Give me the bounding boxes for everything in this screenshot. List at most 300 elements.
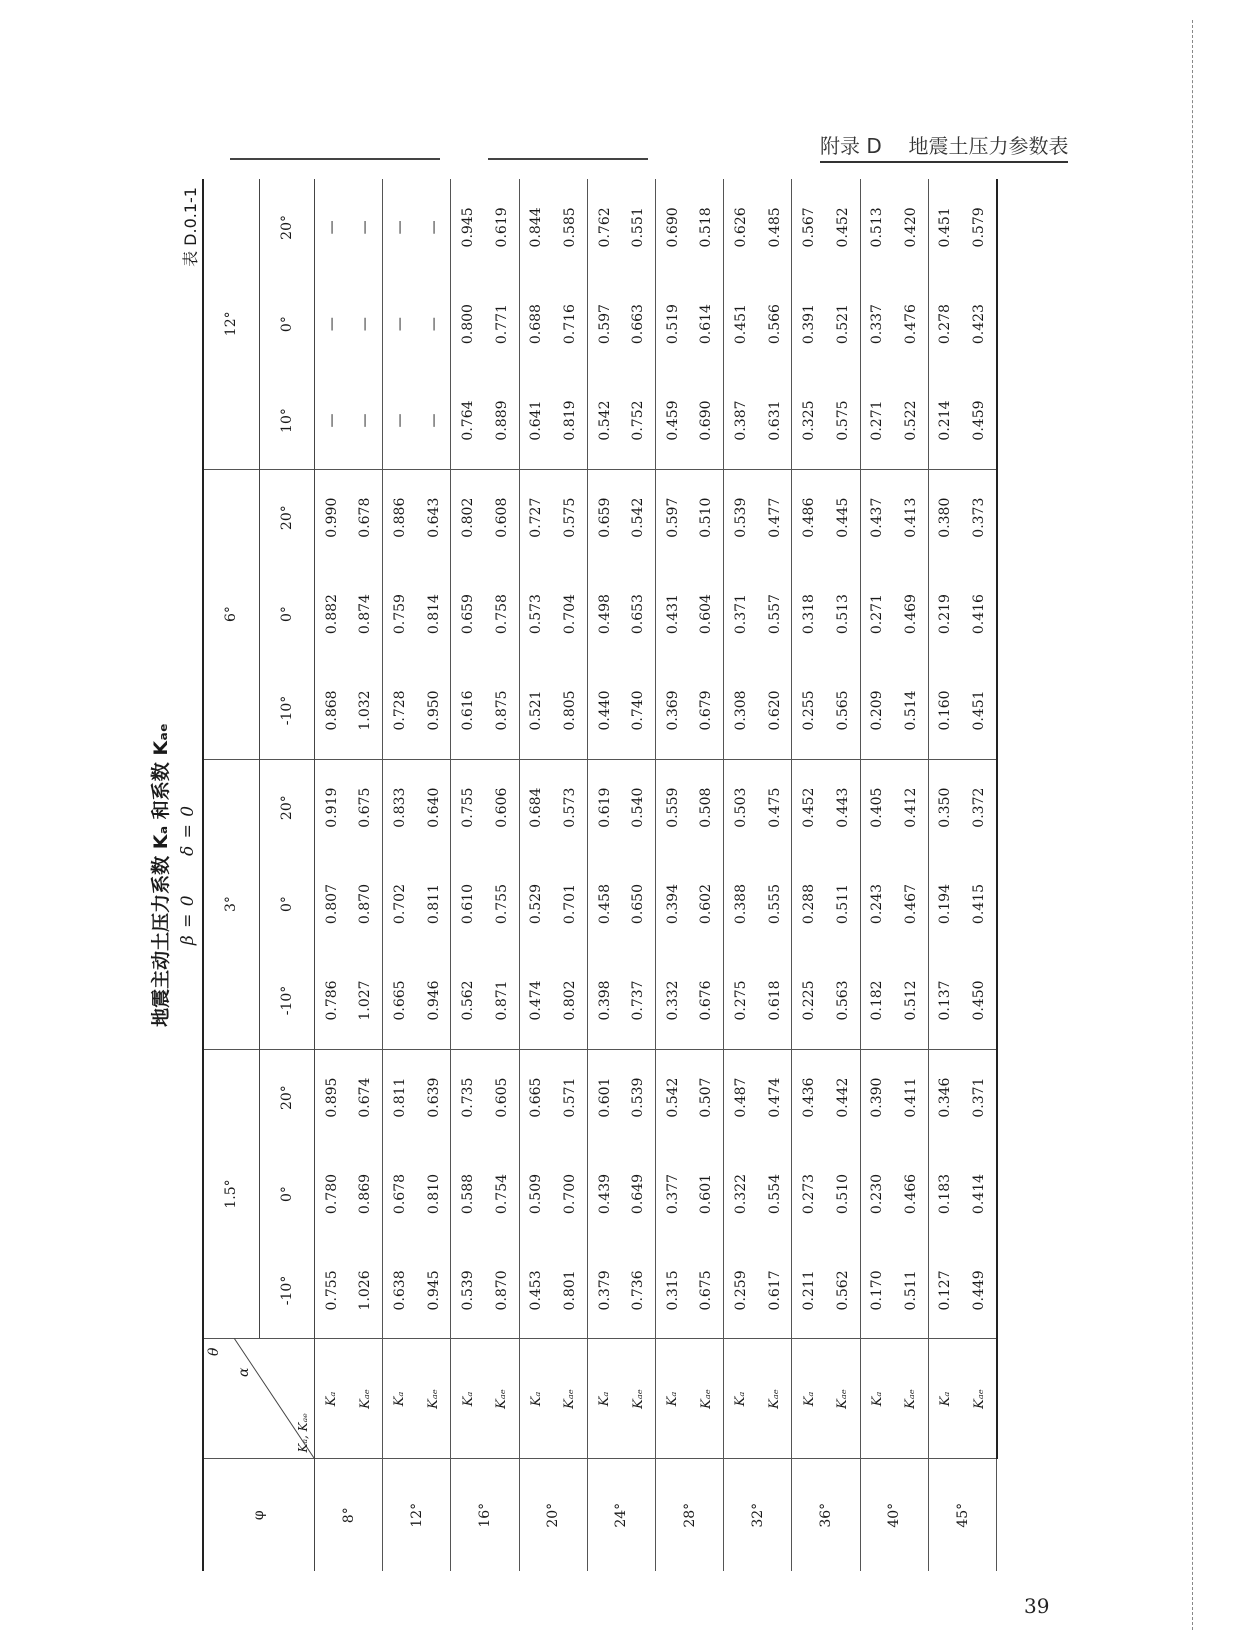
value-cell: 0.372 (962, 759, 997, 856)
value-cell: 0.802 (460, 497, 477, 538)
value-cell: 0.453 (519, 1242, 553, 1339)
value-cell: 0.439 (596, 1173, 613, 1215)
value-cell: 0.371 (962, 1049, 997, 1146)
value-cell: 0.690 (664, 207, 681, 248)
value-cell: 0.557 (758, 566, 792, 663)
value-cell: — (323, 220, 340, 235)
value-cell: 0.214 (928, 372, 962, 469)
value-cell: 0.394 (664, 884, 681, 925)
phi-cell: 8° (315, 1459, 383, 1571)
value-cell: 0.509 (528, 1173, 545, 1215)
table-row (860, 179, 894, 1571)
coefficient-label: Kₐₑ (621, 1339, 655, 1459)
value-cell: — (417, 276, 451, 373)
table-row (621, 179, 655, 1571)
value-cell: 0.170 (860, 1242, 894, 1339)
value-cell: 0.503 (732, 787, 749, 828)
value-cell: 0.871 (485, 952, 519, 1049)
table-row (655, 179, 689, 1571)
alpha-header: 0° (259, 276, 314, 373)
value-cell: — (417, 372, 451, 469)
alpha-header: -10° (259, 952, 314, 1049)
value-cell: — (349, 179, 383, 276)
value-cell: 0.755 (460, 787, 477, 828)
value-cell: 0.810 (417, 1146, 451, 1243)
value-cell: 0.420 (894, 179, 928, 276)
phi-cell: 40° (860, 1459, 928, 1571)
value-cell: 0.377 (664, 1173, 681, 1215)
value-cell: 0.562 (451, 952, 485, 1049)
value-cell: 0.626 (732, 207, 749, 248)
value-cell: 0.638 (383, 1242, 417, 1339)
value-cell: 0.380 (937, 497, 954, 538)
value-cell: 0.819 (553, 372, 587, 469)
value-cell: 0.278 (937, 304, 954, 345)
value-cell: 0.412 (894, 759, 928, 856)
value-cell: 0.510 (826, 1146, 860, 1243)
phi-cell: 36° (792, 1459, 860, 1571)
value-cell: 0.619 (485, 179, 519, 276)
coefficient-label: Kₐₑ (758, 1339, 792, 1459)
table-row (962, 179, 997, 1571)
value-cell: 0.676 (690, 952, 724, 1049)
value-cell: 0.540 (621, 759, 655, 856)
value-cell: — (323, 317, 340, 332)
section-title: 地震土压力参数表 (908, 134, 1069, 158)
value-cell: 0.485 (758, 179, 792, 276)
value-cell: 0.469 (894, 566, 928, 663)
value-cell: 0.601 (690, 1146, 724, 1243)
phi-cell: 20° (519, 1459, 587, 1571)
value-cell: 0.475 (758, 759, 792, 856)
value-cell: 0.271 (860, 372, 894, 469)
coefficient-label: Kₐ (383, 1339, 417, 1459)
value-cell: 0.437 (869, 497, 886, 538)
theta-header: 12° (203, 179, 259, 469)
value-cell: 0.450 (962, 952, 997, 1049)
alpha-header: 20° (259, 179, 314, 276)
page-edge-rule (1192, 20, 1193, 1630)
subtitle-beta: β = 0 (178, 894, 198, 946)
value-cell: 0.521 (826, 276, 860, 373)
value-cell: 0.649 (621, 1146, 655, 1243)
table-row (758, 179, 792, 1571)
value-cell: 0.679 (690, 662, 724, 759)
value-cell: 0.415 (962, 856, 997, 953)
table-row (349, 179, 383, 1571)
value-cell: 0.704 (553, 566, 587, 663)
value-cell: 0.511 (894, 1242, 928, 1339)
corner-theta-label: θ (206, 1347, 222, 1356)
value-cell: 0.477 (758, 469, 792, 566)
value-cell: 0.946 (417, 952, 451, 1049)
value-cell: 0.786 (315, 952, 349, 1049)
value-cell: 0.211 (792, 1242, 826, 1339)
value-cell: 0.554 (758, 1146, 792, 1243)
value-cell: 0.653 (621, 566, 655, 663)
value-cell: 0.512 (894, 952, 928, 1049)
value-cell: 0.605 (485, 1049, 519, 1146)
value-cell: 0.585 (553, 179, 587, 276)
value-cell: 0.325 (792, 372, 826, 469)
value-cell: 0.674 (349, 1049, 383, 1146)
table-row (928, 179, 962, 1571)
value-cell: 0.573 (528, 594, 545, 635)
value-cell: 0.487 (732, 1077, 749, 1118)
value-cell: 0.127 (928, 1242, 962, 1339)
value-cell: 0.641 (519, 372, 553, 469)
value-cell: 0.452 (801, 787, 818, 828)
value-cell: 0.771 (485, 276, 519, 373)
value-cell: 0.510 (690, 469, 724, 566)
rotated-table-panel (130, 175, 1030, 1575)
value-cell: 0.736 (621, 1242, 655, 1339)
value-cell: 0.573 (553, 759, 587, 856)
value-cell: 0.413 (894, 469, 928, 566)
value-cell: 0.875 (485, 662, 519, 759)
value-cell: 0.443 (826, 759, 860, 856)
value-cell: 0.620 (758, 662, 792, 759)
header-rule-right (488, 158, 648, 160)
value-cell: 0.243 (869, 884, 886, 925)
value-cell: 0.451 (962, 662, 997, 759)
value-cell: 0.606 (485, 759, 519, 856)
value-cell: 0.511 (826, 856, 860, 953)
value-cell: 0.740 (621, 662, 655, 759)
value-cell: 0.728 (383, 662, 417, 759)
corner-k-label: Kₐ, Kₐₑ (296, 1413, 310, 1453)
value-cell: 0.259 (724, 1242, 758, 1339)
value-cell: 0.225 (792, 952, 826, 1049)
value-cell: 0.618 (758, 952, 792, 1049)
alpha-header: 20° (259, 759, 314, 856)
coefficient-label: Kₐₑ (417, 1339, 451, 1459)
value-cell: 0.308 (724, 662, 758, 759)
value-cell: 0.555 (758, 856, 792, 953)
value-cell: 0.562 (826, 1242, 860, 1339)
value-cell: 0.801 (553, 1242, 587, 1339)
value-cell: 0.597 (596, 304, 613, 345)
value-cell: 0.678 (391, 1173, 408, 1215)
value-cell: 0.513 (826, 566, 860, 663)
value-cell: 0.332 (655, 952, 689, 1049)
value-cell: 0.521 (519, 662, 553, 759)
value-cell: 0.539 (732, 497, 749, 538)
value-cell: 0.755 (485, 856, 519, 953)
alpha-header: -10° (259, 1242, 314, 1339)
value-cell: 0.701 (553, 856, 587, 953)
value-cell: 0.230 (869, 1173, 886, 1215)
value-cell: 0.476 (894, 276, 928, 373)
value-cell: 0.762 (596, 207, 613, 248)
alpha-header: 10° (259, 372, 314, 469)
value-cell: 0.631 (758, 372, 792, 469)
value-cell: 0.371 (732, 594, 749, 635)
value-cell: 0.459 (655, 372, 689, 469)
table-row (485, 179, 519, 1571)
value-cell: 0.752 (621, 372, 655, 469)
phi-cell: 28° (655, 1459, 723, 1571)
value-cell: 0.440 (587, 662, 621, 759)
value-cell: 1.027 (349, 952, 383, 1049)
value-cell: 0.716 (553, 276, 587, 373)
value-cell: 0.542 (664, 1077, 681, 1118)
alpha-header: 0° (259, 566, 314, 663)
coefficient-label: Kₐ (655, 1339, 689, 1459)
value-cell: 0.844 (528, 207, 545, 248)
phi-cell: 45° (928, 1459, 997, 1571)
value-cell: 0.442 (826, 1049, 860, 1146)
coefficient-label: Kₐₑ (485, 1339, 519, 1459)
value-cell: 0.870 (485, 1242, 519, 1339)
value-cell: 0.416 (962, 566, 997, 663)
coefficient-label: Kₐ (451, 1339, 485, 1459)
page-number: 39 (1024, 1594, 1050, 1618)
table-body (315, 179, 997, 1571)
value-cell: 0.539 (451, 1242, 485, 1339)
value-cell: 0.663 (621, 276, 655, 373)
value-cell: 0.390 (869, 1077, 886, 1118)
table-row (690, 179, 724, 1571)
coefficient-label: Kₐ (860, 1339, 894, 1459)
value-cell: 0.675 (349, 759, 383, 856)
value-cell: 0.436 (801, 1077, 818, 1118)
value-cell: 0.601 (596, 1077, 613, 1118)
coefficient-label: Kₐₑ (826, 1339, 860, 1459)
value-cell: 0.559 (664, 787, 681, 828)
alpha-header: 20° (259, 469, 314, 566)
coefficient-label: Kₐ (519, 1339, 553, 1459)
value-cell: 0.405 (869, 787, 886, 828)
value-cell: 0.882 (323, 594, 340, 635)
value-cell: 0.522 (894, 372, 928, 469)
value-cell: 0.869 (349, 1146, 383, 1243)
value-cell: 0.414 (962, 1146, 997, 1243)
appendix-label: 附录 D (820, 134, 882, 158)
table-row (417, 179, 451, 1571)
table-row (383, 179, 417, 1571)
value-cell: 0.273 (801, 1173, 818, 1215)
value-cell: 0.379 (587, 1242, 621, 1339)
value-cell: 0.209 (860, 662, 894, 759)
coefficient-label: Kₐ (928, 1339, 962, 1459)
value-cell: 0.807 (323, 884, 340, 925)
value-cell: 0.337 (869, 304, 886, 345)
value-cell: 0.811 (417, 856, 451, 953)
value-cell: 0.507 (690, 1049, 724, 1146)
value-cell: 0.373 (962, 469, 997, 566)
value-cell: — (391, 220, 408, 235)
value-cell: 0.608 (485, 469, 519, 566)
value-cell: 0.445 (826, 469, 860, 566)
value-cell: 0.945 (417, 1242, 451, 1339)
value-cell: 0.579 (962, 179, 997, 276)
theta-header: 6° (203, 469, 259, 759)
value-cell: 0.640 (417, 759, 451, 856)
phi-cell: 24° (587, 1459, 655, 1571)
value-cell: 0.542 (587, 372, 621, 469)
value-cell: 0.182 (860, 952, 894, 1049)
value-cell: 0.518 (690, 179, 724, 276)
value-cell: 0.451 (732, 304, 749, 345)
value-cell: 0.675 (690, 1242, 724, 1339)
value-cell: 0.764 (451, 372, 485, 469)
value-cell: 0.616 (451, 662, 485, 759)
value-cell: 0.814 (417, 566, 451, 663)
value-cell: 1.026 (349, 1242, 383, 1339)
value-cell: 0.690 (690, 372, 724, 469)
table-row (792, 179, 826, 1571)
alpha-header: 20° (259, 1049, 314, 1146)
value-cell: 0.566 (758, 276, 792, 373)
coefficient-label: Kₐₑ (894, 1339, 928, 1459)
value-cell: 0.474 (758, 1049, 792, 1146)
value-cell: 0.160 (928, 662, 962, 759)
value-cell: 0.423 (962, 276, 997, 373)
value-cell: 0.529 (528, 884, 545, 925)
value-cell: 0.322 (732, 1173, 749, 1215)
value-cell: 0.514 (894, 662, 928, 759)
value-cell: 0.665 (383, 952, 417, 1049)
table-subtitle (178, 175, 198, 1575)
value-cell: 0.758 (485, 566, 519, 663)
value-cell: 0.571 (553, 1049, 587, 1146)
value-cell: 0.665 (528, 1077, 545, 1118)
coefficient-label: Kₐ (792, 1339, 826, 1459)
value-cell: 0.650 (621, 856, 655, 953)
value-cell: 0.800 (460, 304, 477, 345)
coefficient-label: Kₐₑ (349, 1339, 383, 1459)
value-cell: 0.802 (553, 952, 587, 1049)
theta-header: 3° (203, 759, 259, 1049)
page-header (820, 130, 1068, 163)
value-cell: 0.755 (315, 1242, 349, 1339)
value-cell: 0.219 (937, 594, 954, 635)
value-cell: 0.735 (460, 1077, 477, 1118)
theta-header: 1.5° (203, 1049, 259, 1339)
value-cell: 0.870 (349, 856, 383, 953)
value-cell: 0.474 (519, 952, 553, 1049)
value-cell: 0.575 (826, 372, 860, 469)
value-cell: 0.780 (323, 1173, 340, 1215)
value-cell: 0.602 (690, 856, 724, 953)
table-number: 表 D.0.1-1 (181, 187, 200, 267)
value-cell: 0.886 (391, 497, 408, 538)
table-row (315, 179, 349, 1571)
value-cell: 0.271 (869, 594, 886, 635)
coefficient-label: Kₐₑ (690, 1339, 724, 1459)
value-cell: 0.275 (724, 952, 758, 1049)
alpha-header: 0° (259, 856, 314, 953)
value-cell: 0.137 (928, 952, 962, 1049)
value-cell: 0.551 (621, 179, 655, 276)
value-cell: 0.451 (937, 207, 954, 248)
value-cell: 0.754 (485, 1146, 519, 1243)
table-row (587, 179, 621, 1571)
value-cell: 0.759 (391, 594, 408, 635)
value-cell: 0.688 (528, 304, 545, 345)
value-cell: 0.315 (655, 1242, 689, 1339)
value-cell: 0.950 (417, 662, 451, 759)
table-title: 地震主动土压力系数 Kₐ 和系数 Kₐₑ (150, 723, 172, 1027)
value-cell: 0.889 (485, 372, 519, 469)
value-cell: 0.391 (801, 304, 818, 345)
value-cell: — (349, 372, 383, 469)
value-cell: 0.431 (664, 594, 681, 635)
value-cell: 0.255 (792, 662, 826, 759)
value-cell: 0.659 (460, 594, 477, 635)
alpha-header: 0° (259, 1146, 314, 1243)
value-cell: 0.588 (460, 1173, 477, 1215)
value-cell: 0.565 (826, 662, 860, 759)
value-cell: 0.737 (621, 952, 655, 1049)
value-cell: 0.508 (690, 759, 724, 856)
value-cell: 0.369 (655, 662, 689, 759)
coefficient-label: Kₐₑ (962, 1339, 997, 1459)
table-row (724, 179, 758, 1571)
value-cell: 0.639 (417, 1049, 451, 1146)
value-cell: 0.452 (826, 179, 860, 276)
phi-header: φ (203, 1459, 315, 1571)
value-cell: — (315, 372, 349, 469)
value-cell: 0.388 (732, 884, 749, 925)
value-cell: 0.617 (758, 1242, 792, 1339)
value-cell: 0.411 (894, 1049, 928, 1146)
value-cell: 0.398 (587, 952, 621, 1049)
value-cell: 0.346 (937, 1077, 954, 1118)
table-row (451, 179, 485, 1571)
value-cell: 0.449 (962, 1242, 997, 1339)
value-cell: 0.350 (937, 787, 954, 828)
value-cell: 0.833 (391, 787, 408, 828)
value-cell: 0.563 (826, 952, 860, 1049)
value-cell: 0.811 (391, 1077, 408, 1118)
value-cell: 0.945 (460, 207, 477, 248)
value-cell: 0.805 (553, 662, 587, 759)
value-cell: 0.604 (690, 566, 724, 663)
value-cell: 0.486 (801, 497, 818, 538)
value-cell: 0.194 (937, 884, 954, 925)
value-cell: 0.318 (801, 594, 818, 635)
coefficient-label: Kₐ (315, 1339, 349, 1459)
value-cell: 0.513 (869, 207, 886, 248)
value-cell: — (349, 276, 383, 373)
earth-pressure-table (202, 179, 998, 1571)
table-row (519, 179, 553, 1571)
value-cell: 0.678 (349, 469, 383, 566)
corner-header (203, 1339, 315, 1459)
value-cell: 0.459 (962, 372, 997, 469)
value-cell: 0.575 (553, 469, 587, 566)
value-cell: 0.467 (894, 856, 928, 953)
value-cell: 0.567 (801, 207, 818, 248)
value-cell: 0.614 (690, 276, 724, 373)
value-cell: 0.659 (596, 497, 613, 538)
value-cell: — (391, 317, 408, 332)
value-cell: 0.458 (596, 884, 613, 925)
header-rule-left (230, 158, 440, 160)
table-row (826, 179, 860, 1571)
value-cell: 1.032 (349, 662, 383, 759)
value-cell: 0.498 (596, 594, 613, 635)
value-cell: — (383, 372, 417, 469)
phi-cell: 12° (383, 1459, 451, 1571)
value-cell: 0.183 (937, 1173, 954, 1215)
value-cell: 0.990 (323, 497, 340, 538)
value-cell: — (417, 179, 451, 276)
phi-cell: 16° (451, 1459, 519, 1571)
value-cell: 0.519 (664, 304, 681, 345)
